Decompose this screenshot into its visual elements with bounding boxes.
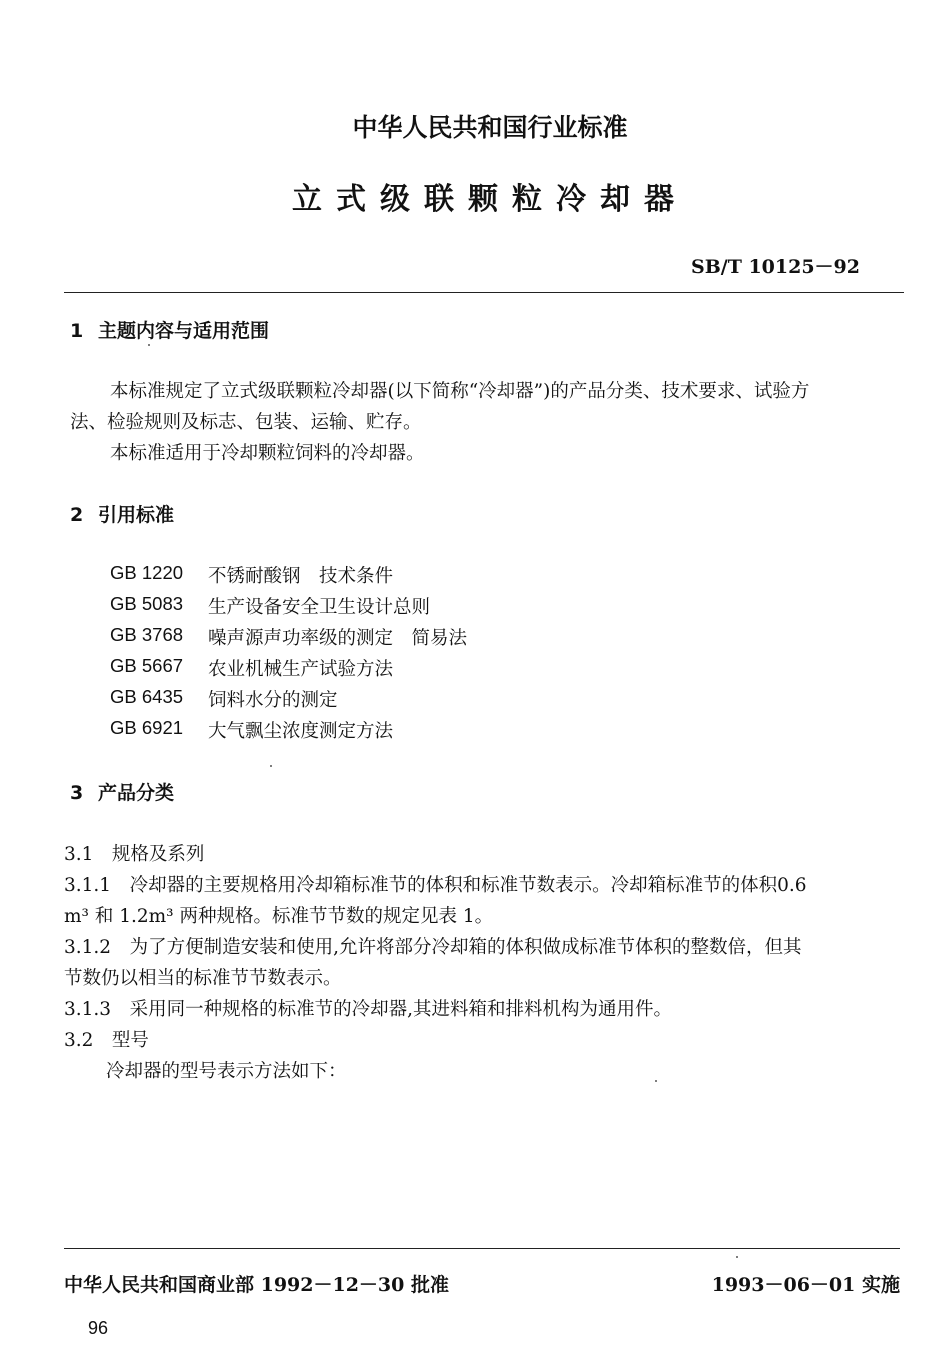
footer-divider bbox=[64, 1248, 900, 1249]
ref-code: GB 6435 bbox=[110, 686, 184, 707]
clause-3-1-2-line-1: 3.1.2 为了方便制造安装和使用,允许将部分冷却箱的体积做成标准节体积的整数倍，但其 bbox=[64, 937, 802, 958]
ref-title: 农业机械生产试验方法 bbox=[208, 659, 394, 680]
ref-title: 不锈耐酸钢 技术条件 bbox=[208, 566, 394, 587]
scan-speck bbox=[148, 344, 150, 346]
scan-speck bbox=[655, 1080, 657, 1082]
ref-title: 噪声源声功率级的测定 简易法 bbox=[208, 628, 468, 649]
section-1-heading bbox=[70, 316, 269, 343]
section-3-number: 3 bbox=[70, 782, 84, 804]
clause-3-1-1-line-2: m³ 和 1.2m³ 两种规格。标准节节数的规定见表 1。 bbox=[64, 906, 494, 927]
ref-title: 大气飘尘浓度测定方法 bbox=[208, 721, 394, 742]
header-divider bbox=[64, 292, 904, 293]
section-1-para-1-line-1: 本标准规定了立式级联颗粒冷却器(以下简称“冷却器”)的产品分类、技术要求、试验方 bbox=[110, 381, 810, 402]
clause-3-1-3: 3.1.3 采用同一种规格的标准节的冷却器,其进料箱和排料机构为通用件。 bbox=[64, 999, 672, 1020]
model-notation-intro: 冷却器的型号表示方法如下： bbox=[106, 1061, 347, 1082]
doc-title: 立式级联颗粒冷却器 bbox=[292, 182, 688, 217]
section-1-number: 1 bbox=[70, 320, 84, 342]
ref-code: GB 6921 bbox=[110, 717, 184, 738]
clause-3-1-2-line-2: 节数仍以相当的标准节节数表示。 bbox=[64, 968, 342, 989]
ref-title: 生产设备安全卫生设计总则 bbox=[208, 597, 431, 618]
section-1-title: 主题内容与适用范围 bbox=[98, 320, 270, 342]
ref-code: GB 1220 bbox=[110, 562, 184, 583]
effective-date: 1993－06－01 实施 bbox=[711, 1274, 900, 1296]
section-2-number: 2 bbox=[70, 504, 84, 526]
clause-3-2: 3.2 型号 bbox=[64, 1030, 149, 1051]
section-2-title: 引用标准 bbox=[98, 504, 175, 526]
ref-code: GB 3768 bbox=[110, 624, 184, 645]
clause-3-1-1-line-1: 3.1.1 冷却器的主要规格用冷却箱标准节的体积和标准节数表示。冷却箱标准节的体积0.6 bbox=[64, 875, 807, 896]
section-2-heading bbox=[70, 500, 174, 527]
ref-code: GB 5083 bbox=[110, 593, 184, 614]
org-title: 中华人民共和国行业标准 bbox=[352, 113, 628, 142]
approval-line: 中华人民共和国商业部 1992－12－30 批准 bbox=[64, 1274, 449, 1296]
ref-title: 饲料水分的测定 bbox=[208, 690, 338, 711]
standard-code: SB/T 10125－92 bbox=[690, 256, 860, 278]
scan-speck bbox=[736, 1256, 738, 1258]
scan-speck bbox=[270, 765, 272, 767]
section-3-heading bbox=[70, 778, 174, 805]
section-3-title: 产品分类 bbox=[98, 782, 175, 804]
page-number: 96 bbox=[88, 1318, 109, 1338]
ref-code: GB 5667 bbox=[110, 655, 184, 676]
clause-3-1: 3.1 规格及系列 bbox=[64, 844, 205, 865]
section-1-para-2: 本标准适用于冷却颗粒饲料的冷却器。 bbox=[110, 443, 425, 464]
section-1-para-1-line-2: 法、检验规则及标志、包装、运输、贮存。 bbox=[70, 412, 422, 433]
